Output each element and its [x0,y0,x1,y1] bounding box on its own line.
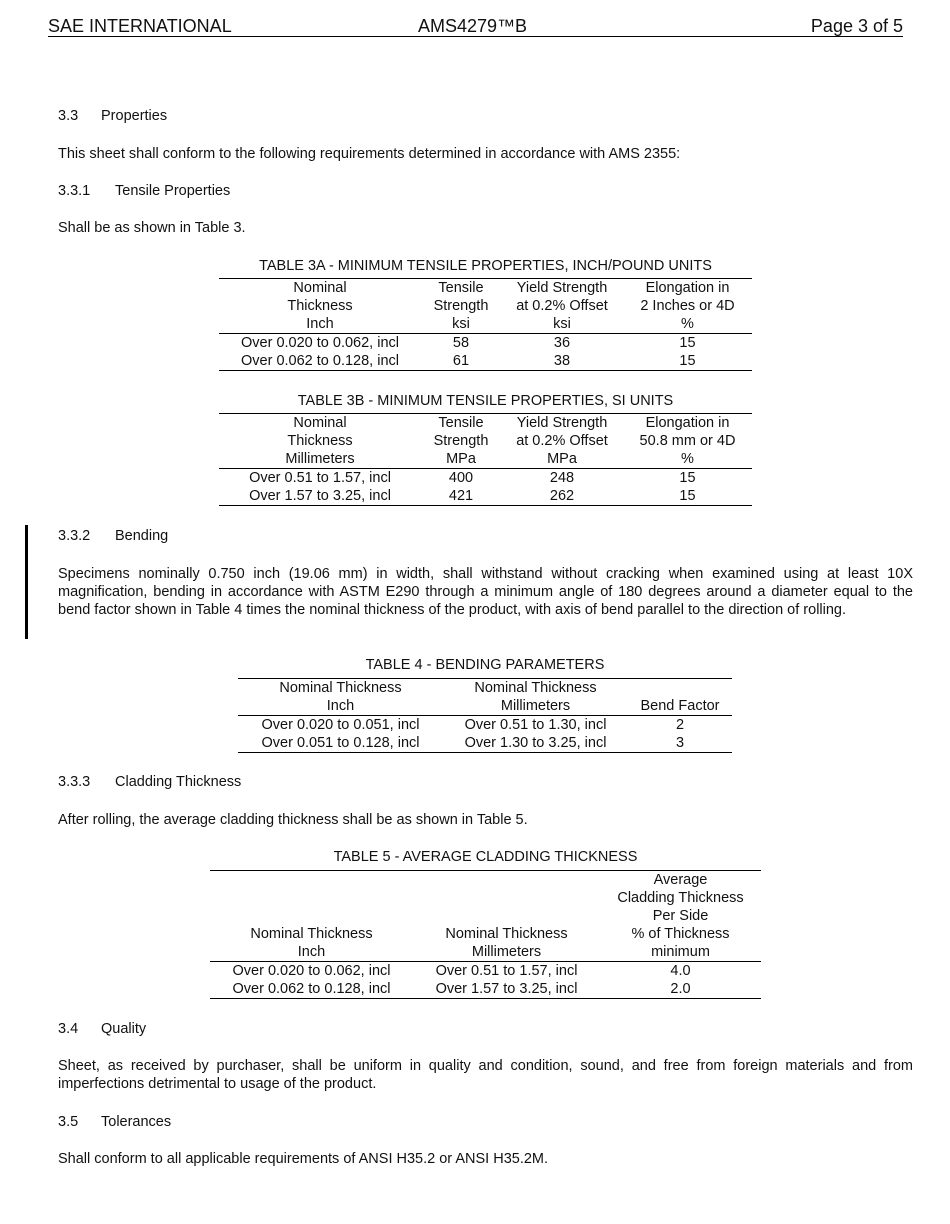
table-row [219,334,752,353]
section-title: Tensile Properties [115,183,231,199]
header-cell: Average Cladding Thickness Per Side % of Thickness minimum [617,872,744,960]
header-cell: Tensile Strength ksi [433,280,489,332]
table-3a [219,278,752,371]
header-cell: Yield Strength at 0.2% Offset MPa [516,415,608,467]
header-cell: Nominal Thickness Millimeters [285,415,355,467]
table-cell: 15 [679,488,696,504]
header-page-number: Page 3 of 5 [810,16,903,36]
section-3-3-3-heading [58,773,242,791]
table-header-row [210,871,761,962]
table-cell: 421 [448,488,474,504]
table-4-caption: TABLE 4 - BENDING PARAMETERS [365,657,605,673]
section-3-3-1-heading [58,182,231,200]
table-cell: Over 1.57 to 3.25, incl [435,981,578,997]
table-4 [238,678,732,753]
header-cell: Bend Factor [640,698,720,714]
section-3-3-heading [58,107,168,125]
revision-change-bar [25,525,28,639]
table-5-caption: TABLE 5 - AVERAGE CLADDING THICKNESS [333,849,638,865]
header-cell: Nominal Thickness Millimeters [474,680,597,714]
table-cell: 36 [553,335,571,351]
section-number: 3.3.1 [58,183,91,199]
section-title: Tolerances [101,1114,172,1130]
section-3-3-2-text: Specimens nominally 0.750 inch (19.06 mm) in width, shall withstand without cracking when examined using at least 10X magnification, bending in accordance with ASTM E290 through a minimum angle of 180 degrees around a diameter equal to the bend factor shown in Table 4 times the nominal thickness of the product, with axis of bend parallel to the direction of rolling. [58,566,913,618]
table-cell: 15 [679,353,696,369]
section-number: 3.5 [58,1114,79,1130]
table-cell: Over 1.57 to 3.25, incl [249,488,391,504]
table-cell: Over 1.30 to 3.25, incl [464,735,607,751]
section-number: 3.3 [58,108,79,124]
table-cell: Over 0.051 to 0.128, incl [261,735,420,751]
table-cell: Over 0.062 to 0.128, incl [232,981,391,997]
section-number: 3.3.2 [58,528,91,544]
table-cell: 38 [553,353,571,369]
section-number: 3.4 [58,1021,79,1037]
table-cell: 61 [452,353,470,369]
section-number: 3.3.3 [58,774,91,790]
table-cell: Over 0.020 to 0.062, incl [241,335,399,351]
table-cell: 248 [549,470,575,486]
table-cell: Over 0.51 to 1.57, incl [435,963,578,979]
table-cell: 2.0 [670,981,691,997]
table-cell: 4.0 [670,963,691,979]
table-row [219,352,752,371]
table-cell: Over 0.020 to 0.062, incl [232,963,391,979]
header-cell: Yield Strength at 0.2% Offset ksi [516,280,608,332]
section-title: Quality [101,1021,147,1037]
table-row [238,734,732,753]
table-cell: 400 [448,470,474,486]
section-3-4-heading [58,1020,147,1038]
header-cell: Elongation in 50.8 mm or 4D % [639,415,736,467]
section-title: Bending [115,528,169,544]
header-doc-number: AMS4279™B [418,16,528,36]
table-5 [210,870,761,999]
table-row [210,980,761,999]
table-row [219,469,752,488]
section-3-4-text: Sheet, as received by purchaser, shall be uniform in quality and condition, sound, and free from foreign materials and from imperfections detrimental to usage of the product. [58,1058,913,1092]
table-cell: 15 [679,335,696,351]
table-header-row [219,414,752,469]
table-cell: 2 [675,717,685,733]
header-cell: Nominal Thickness Inch [279,680,402,714]
header-cell: Tensile Strength MPa [433,415,489,467]
table-cell: Over 0.51 to 1.30, incl [464,717,607,733]
page-header [48,16,903,37]
section-3-3-1-text: Shall be as shown in Table 3. [58,220,246,236]
table-cell: 3 [675,735,685,751]
table-cell: 58 [452,335,470,351]
table-cell: 15 [679,470,696,486]
header-cell: Nominal Thickness Inch [250,926,373,960]
table-cell: 262 [549,488,575,504]
table-3a-caption: TABLE 3A - MINIMUM TENSILE PROPERTIES, INCH/POUND UNITS [259,258,712,274]
header-cell: Elongation in 2 Inches or 4D % [640,280,735,332]
header-org: SAE INTERNATIONAL [48,16,232,36]
table-row [219,487,752,506]
header-cell: Nominal Thickness Millimeters [445,926,568,960]
section-title: Cladding Thickness [115,774,242,790]
table-row [210,962,761,981]
table-cell: Over 0.062 to 0.128, incl [241,353,399,369]
section-3-3-text: This sheet shall conform to the following requirements determined in accordance with AMS 2355: [58,146,681,162]
table-cell: Over 0.51 to 1.57, incl [249,470,391,486]
table-cell: Over 0.020 to 0.051, incl [261,717,420,733]
table-header-row [238,679,732,716]
section-3-3-3-text: After rolling, the average cladding thickness shall be as shown in Table 5. [58,812,528,828]
table-3b [219,413,752,506]
section-3-5-text: Shall conform to all applicable requirements of ANSI H35.2 or ANSI H35.2M. [58,1151,549,1167]
section-title: Properties [101,108,168,124]
section-3-3-2-heading [58,527,169,545]
section-3-5-heading [58,1113,172,1131]
table-row [238,716,732,735]
table-3b-caption: TABLE 3B - MINIMUM TENSILE PROPERTIES, SI UNITS [297,393,674,409]
header-cell: Nominal Thickness Inch [287,280,353,332]
table-header-row [219,279,752,334]
